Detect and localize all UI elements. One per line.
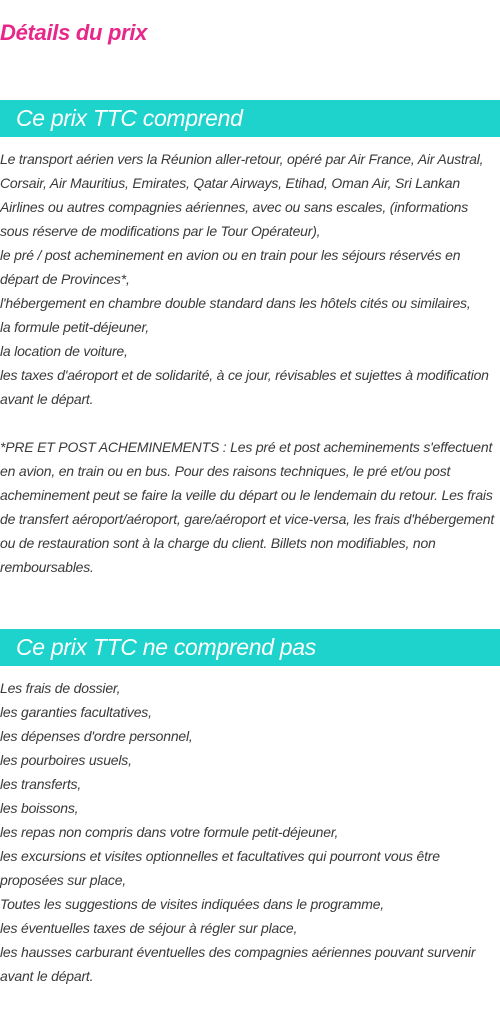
included-item: l'hébergement en chambre double standard dans les hôtels cités ou similaires, [0, 295, 471, 311]
included-list [0, 147, 500, 579]
included-section-header [0, 100, 500, 137]
excluded-section-title: Ce prix TTC ne comprend pas [16, 634, 316, 660]
included-item: Le transport aérien vers la Réunion aller-retour, opéré par Air France, Air Austral, Corsair, Air Mauritius, Emirates, Qatar Airways, Etihad, Oman Air, Sri Lankan Airlines ou autres compagnies aériennes, avec ou sans escales, (informations sous réserve de modifications par le Tour Opérateur), [0, 151, 484, 239]
excluded-item: les repas non compris dans votre formule petit-déjeuner, [0, 824, 339, 840]
acheminement-note: *PRE ET POST ACHEMINEMENTS : Les pré et post acheminements s'effectuent en avion, en train ou en bus. Pour des raisons techniques, le pré et/ou post acheminement peut se faire la veille du départ ou le lendemain du retour. Les frais de transfert aéroport/aéroport, gare/aéroport et vice-versa, les frais d'hébergement ou de restauration sont à la charge du client. Billets non modifiables, non remboursables. [0, 439, 495, 575]
excluded-item: les boissons, [0, 800, 79, 816]
paragraph-spacer [0, 411, 500, 435]
included-item: la formule petit-déjeuner, [0, 319, 149, 335]
excluded-item: les transferts, [0, 776, 82, 792]
included-item: le pré / post acheminement en avion ou en train pour les séjours réservés en départ de Provinces*, [0, 247, 461, 287]
page-title: Détails du prix [0, 20, 148, 45]
excluded-item: les pourboires usuels, [0, 752, 132, 768]
included-item: la location de voiture, [0, 343, 128, 359]
excluded-item: les éventuelles taxes de séjour à régler sur place, [0, 920, 298, 936]
excluded-list [0, 676, 500, 988]
excluded-item: les hausses carburant éventuelles des compagnies aériennes pouvant survenir avant le départ. [0, 944, 476, 984]
excluded-item: les garanties facultatives, [0, 704, 152, 720]
excluded-section-header [0, 629, 500, 666]
excluded-item: Toutes les suggestions de visites indiquées dans le programme, [0, 896, 384, 912]
excluded-item: Les frais de dossier, [0, 680, 121, 696]
included-item: les taxes d'aéroport et de solidarité, à ce jour, révisables et sujettes à modification avant le départ. [0, 367, 489, 407]
included-section-title: Ce prix TTC comprend [16, 105, 243, 131]
excluded-item: les dépenses d'ordre personnel, [0, 728, 193, 744]
excluded-item: les excursions et visites optionnelles et facultatives qui pourront vous être proposées sur place, [0, 848, 440, 888]
